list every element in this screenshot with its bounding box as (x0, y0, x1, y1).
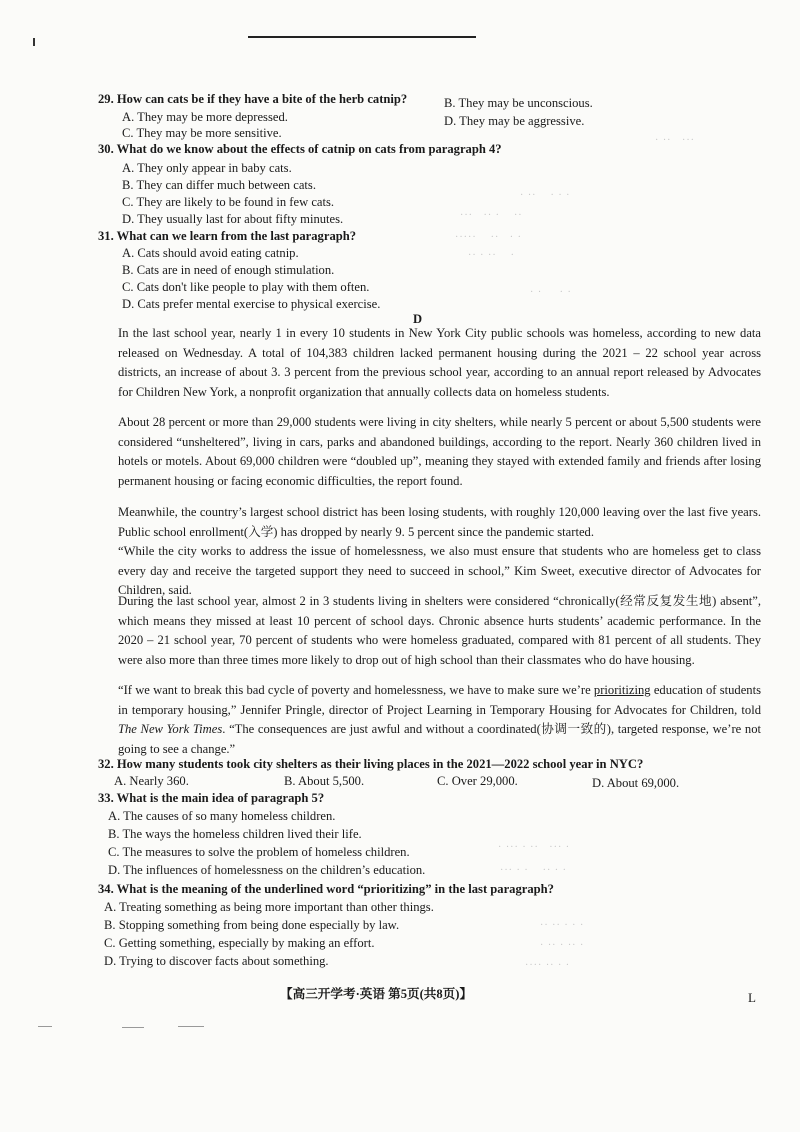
underlined-word-prioritizing: prioritizing (593, 683, 651, 697)
q29-option-b[interactable]: B. They may be unconscious. (444, 96, 593, 110)
q33-option-c[interactable]: C. The measures to solve the problem of homeless children. (108, 845, 410, 859)
passage-paragraph-1 (118, 324, 761, 402)
bleed-through-mark: ····· ·· · · (455, 232, 522, 243)
q29-option-a[interactable]: A. They may be more depressed. (122, 110, 288, 124)
newspaper-title: The New York Times (118, 722, 223, 737)
passage-paragraph-6 (118, 681, 761, 759)
passage-paragraph-6-text-c: . “The consequences are just awful and without a coordinated(协调一致的), targeted response, we’re not going to see a change.” (118, 722, 761, 756)
bleed-through-mark: · ·· ··· (655, 135, 695, 146)
bleed-through-mark: · ··· · ·· ··· · (498, 842, 571, 853)
q34-option-d[interactable]: D. Trying to discover facts about something. (104, 954, 329, 968)
q34-option-a[interactable]: A. Treating something as being more important than other things. (104, 900, 434, 914)
q33-option-a[interactable]: A. The causes of so many homeless children. (108, 809, 336, 823)
bleed-through-mark: · ·· · · · (520, 190, 571, 201)
scan-dash (122, 1027, 144, 1028)
q33-option-d[interactable]: D. The influences of homelessness on the children’s education. (108, 863, 426, 877)
bleed-through-mark: · · · · (530, 287, 572, 298)
passage-paragraph-2-text: About 28 percent or more than 29,000 students were living in city shelters, while nearly 5 percent or about 5,500 students were considered “unsheltered”, living in cars, parks and abandoned buildings, according to the report. Nearly 360 children lived in hotels or motels. About 69,000 children were “doubled up”, meaning they stayed with extended family and friends after losing permanent housing or facing economic difficulties, the report found. (118, 415, 761, 488)
question-31: 31. What can we learn from the last paragraph? (98, 229, 357, 243)
passage-paragraph-5-text: During the last school year, almost 2 in 3 students living in shelters were considered “chronically(经常反复发生地) absent”, which means they missed at least 10 percent of school days. Chronic absence hurts students’ academic performance. In the 2020 – 21 school year, 70 percent of students who were homeless graduated, compared with 81 percent of all students. They were also more than three times more likely to drop out of high school than their classmates who do have housing. (118, 594, 761, 667)
question-34: 34. What is the meaning of the underlined word “prioritizing” in the last paragraph? (98, 882, 554, 896)
q32-option-a[interactable]: A. Nearly 360. (114, 774, 189, 788)
q29-option-d[interactable]: D. They may be aggressive. (444, 114, 585, 128)
q30-option-b[interactable]: B. They can differ much between cats. (122, 178, 316, 192)
question-30: 30. What do we know about the effects of catnip on cats from paragraph 4? (98, 142, 502, 156)
section-letter: D (413, 312, 423, 326)
passage-paragraph-3-text: Meanwhile, the country’s largest school district has been losing students, with roughly 120,000 leaving over the last five years. Public school enrollment(入学) has dropped by nearly 9. 5 percent since the pandemic started. (118, 505, 761, 539)
scan-dash (178, 1026, 204, 1027)
footer-version-letter: L (748, 990, 756, 1005)
question-29: 29. How can cats be if they have a bite of the herb catnip? (98, 92, 408, 106)
q31-option-a[interactable]: A. Cats should avoid eating catnip. (122, 246, 299, 260)
bleed-through-mark: ··· ·· · ·· (460, 210, 523, 221)
q30-option-c[interactable]: C. They are likely to be found in few cats. (122, 195, 335, 209)
passage-paragraph-6-text-a: “If we want to break this bad cycle of poverty and homelessness, we have to make sure we’re (118, 683, 594, 697)
q32-option-b[interactable]: B. About 5,500. (284, 774, 365, 788)
q31-option-d[interactable]: D. Cats prefer mental exercise to physical exercise. (122, 297, 381, 311)
q34-option-b[interactable]: B. Stopping something from being done especially by law. (104, 918, 400, 932)
question-32: 32. How many students took city shelters as their living places in the 2021—2022 school year in NYC? (98, 757, 644, 771)
page-footer: 【高三开学考·英语 第5页(共8页)】 (280, 987, 473, 1001)
corner-mark (33, 38, 35, 46)
passage-paragraph-2 (118, 413, 761, 491)
q30-option-d[interactable]: D. They usually last for about fifty minutes. (122, 212, 344, 226)
q31-option-c[interactable]: C. Cats don't like people to play with them often. (122, 280, 370, 294)
q34-option-c[interactable]: C. Getting something, especially by making an effort. (104, 936, 375, 950)
q29-option-c[interactable]: C. They may be more sensitive. (122, 126, 282, 140)
passage-paragraph-4-text: “While the city works to address the issue of homelessness, we also must ensure that students who are homeless get to class every day and receive the targeted support they need to succeed in school,” Kim Sweet, executive director of Advocates for Children, said. (118, 544, 761, 598)
bleed-through-mark: · ·· · ·· · (540, 940, 585, 951)
q32-option-d[interactable]: D. About 69,000. (592, 776, 680, 790)
q31-option-b[interactable]: B. Cats are in need of enough stimulation. (122, 263, 335, 277)
top-rule (248, 36, 476, 38)
question-33: 33. What is the main idea of paragraph 5? (98, 791, 325, 805)
q33-option-b[interactable]: B. The ways the homeless children lived their life. (108, 827, 362, 841)
bleed-through-mark: ··· · · ·· · · (500, 865, 567, 876)
passage-paragraph-1-text: In the last school year, nearly 1 in every 10 students in New York City public schools was homeless, according to new data released on Wednesday. A total of 104,383 children lacked permanent housing during the 2021 – 22 school year across districts, an increase of about 3. 3 percent from the previous school year, according to an annual report released by Advocates for Children New York, a nonprofit organization that annually collects data on homeless students. (118, 326, 761, 399)
passage-paragraph-3 (118, 503, 761, 542)
bleed-through-mark: ···· ·· · · (525, 960, 571, 971)
passage-paragraph-6-text-b: education of students in temporary housing,” Jennifer Pringle, director of Project Learning in Temporary Housing for Advocates for Children, told (118, 683, 761, 717)
passage-paragraph-5 (118, 592, 761, 670)
q30-option-a[interactable]: A. They only appear in baby cats. (122, 161, 292, 175)
bleed-through-mark: ·· · ·· · (468, 250, 515, 261)
scan-dash (38, 1026, 52, 1027)
q32-option-c[interactable]: C. Over 29,000. (437, 774, 518, 788)
bleed-through-mark: ·· ·· · · · (540, 920, 585, 931)
